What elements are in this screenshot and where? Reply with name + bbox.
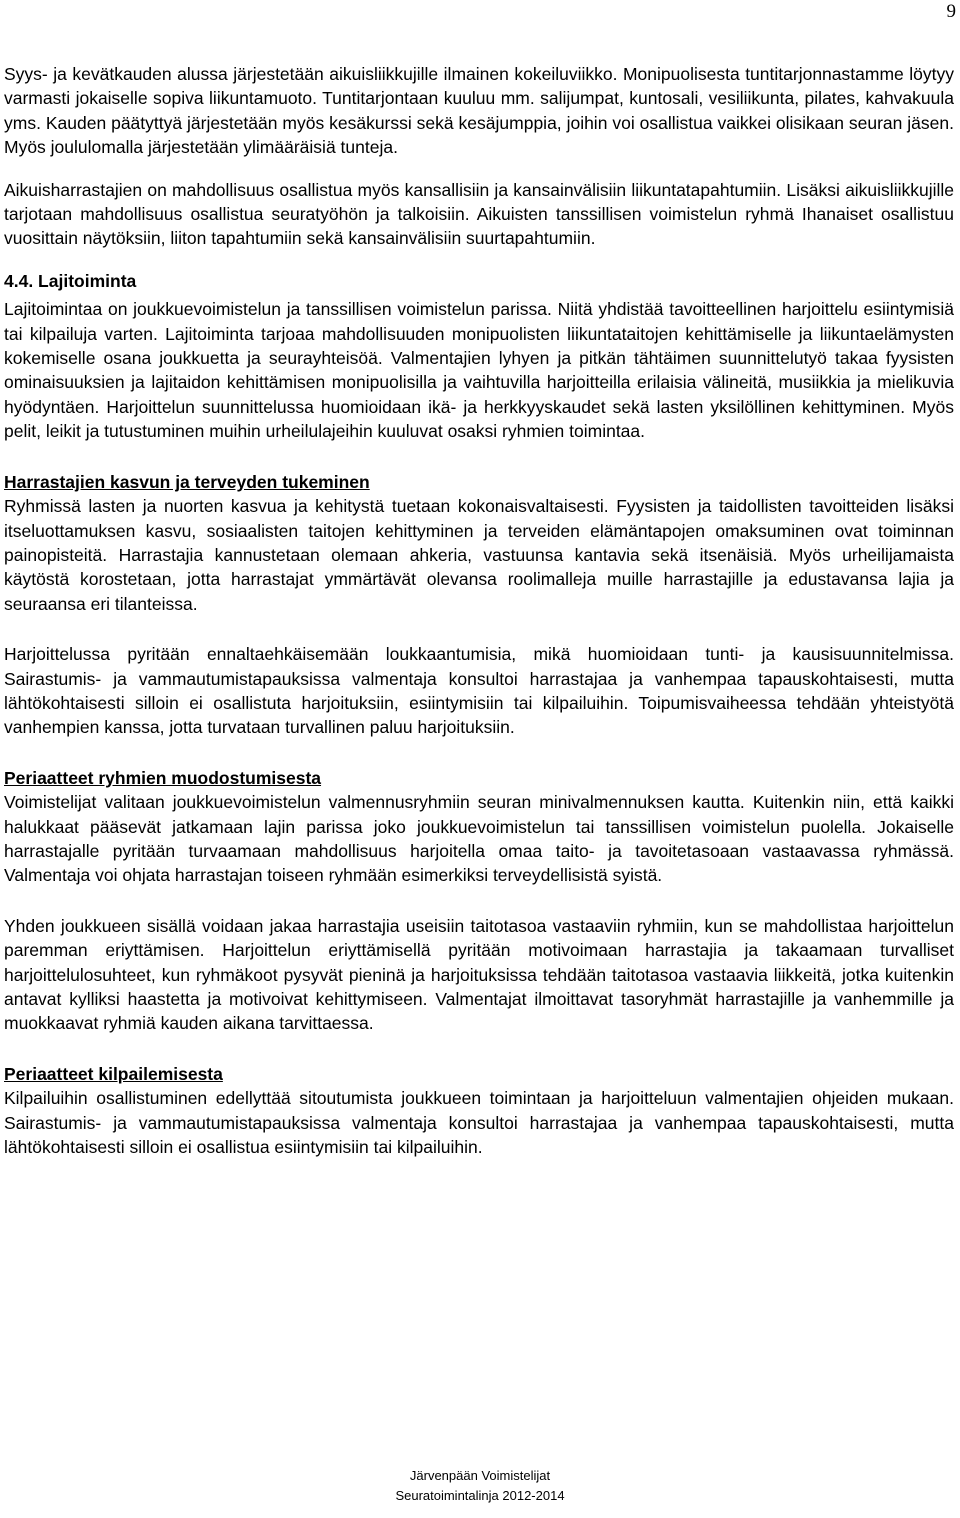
- paragraph-loukkaantumiset: Harjoittelussa pyritään ennaltaehkäisemään loukkaantumisia, mikä huomioidaan tunti- ja kausisuunnitelmissa. Sairastumis- ja vammautumistapauksissa valmentaja konsultoi harrastajaa ja vanhempaa tapauskohtaisesti, mutta lähtökohtaisesti silloin ei osallistuta harjoituksiin, esiintymisiin tai kilpailuihin. Toipumisvaiheessa tehdään yhteistyötä vanhempien kanssa, jotta turvataan turvallinen paluu harjoituksiin.: [4, 644, 954, 738]
- heading-ryhmien-muodostuminen: Periaatteet ryhmien muodostumisesta: [4, 767, 322, 788]
- footer-organization: Järvenpään Voimistelijat: [409, 1468, 551, 1483]
- paragraph-aikuisharrastajat: Aikuisharrastajien on mahdollisuus osallistua myös kansallisiin ja kansainvälisiin liikuntatapahtumiin. Lisäksi aikuisliikkujille tarjotaan mahdollisuus osallistua seuratyöhön ja talkoisiin. Aikuisten tanssillisen voimistelun ryhmä Ihanaiset osallistuu vuosittain näytöksiin, liiton tapahtumiin sekä kansainvälisiin suurtapahtumiin.: [4, 179, 954, 249]
- paragraph-eriyttaminen: Yhden joukkueen sisällä voidaan jakaa harrastajia useisiin taitotasoa vastaaviin ryhmiin, kun se mahdollistaa harjoittelun paremman eriyttämisen. Harjoittelun eriyttämisellä pyritään motivoimaan harrastajia ja takaamaan turvalliset harjoittelulosuhteet, kun ryhmäkoot pysyvät pieninä ja harjoituksissa tehdään taitotasoa vastaavia liikkeitä, jotka kuitenkin antavat kylliksi haastetta ja motivoivat kehittymiseen. Valmentajat ilmoittavat tasoryhmät harrastajille ja vanhemmille ja muokkaavat ryhmiä kauden aikana tarvittaessa.: [4, 915, 954, 1034]
- paragraph-kokeiluviikko: Syys- ja kevätkauden alussa järjestetään aikuisliikkujille ilmainen kokeiluviikko. Monipuolisesta tuntitarjonnastamme löytyy varmasti jokaiselle sopiva liikuntamuoto. Tuntitarjontaan kuuluu mm. salijumpat, kuntosali, vesiliikunta, pilates, kahvakuula yms. Kauden päätyttyä järjestetään myös kesäkurssi sekä kesäjumppia, joihin voi osallistua vaikkei olisikaan seuran jäsen. Myös joululomalla järjestetään ylimääräisiä tunteja.: [4, 64, 954, 158]
- page-number: 9: [946, 1, 956, 22]
- page-footer: [0, 1466, 960, 1506]
- heading-kasvu-terveys: Harrastajien kasvun ja terveyden tukeminen: [4, 471, 370, 492]
- document-body: [4, 62, 954, 1159]
- paragraph-kilpaileminen: Kilpailuihin osallistuminen edellyttää sitoutumista joukkueen toimintaan ja harjoitteluun valmentajien ohjeiden mukaan. Sairastumis- ja vammautumistapauksissa valmentaja konsultoi harrastajaa ja vanhempaa tapauskohtaisesti, mutta lähtökohtaisesti silloin ei osallistua esiintymisiin tai kilpailuihin.: [4, 1088, 954, 1158]
- heading-kilpaileminen: Periaatteet kilpailemisesta: [4, 1063, 223, 1084]
- paragraph-kasvu-terveys: Ryhmissä lasten ja nuorten kasvua ja kehitystä tuetaan kokonaisvaltaisesti. Fyysisten ja taidollisten tavoitteiden lisäksi itseluottamuksen kasvu, sosiaalisten taitojen kehittyminen ja terveiden elämäntapojen omaksuminen ovat toiminnan painopisteitä. Harrastajia kannustetaan olemaan ahkeria, vastuunsa kantavia sekä itsenäisiä. Myös urheilijamaista käytöstä korostetaan, jotta harrastajat ymmärtävät olevansa roolimalleja muille harrastajille ja edustavansa lajia ja seuraansa eri tilanteissa.: [4, 496, 954, 614]
- heading-lajitoiminta: 4.4. Lajitoiminta: [4, 270, 137, 291]
- paragraph-lajitoiminta: Lajitoimintaa on joukkuevoimistelun ja tanssillisen voimistelun parissa. Niitä yhdistää tavoitteellinen harjoittelu esiintymisiä tai kilpailuja varten. Lajitoiminta tarjoaa mahdollisuuden monipuolisten liikuntataitojen kehittämiselle ja liikuntaelämysten kokemiselle osana joukkuetta ja seurayhteisöä. Valmentajien lyhyen ja pitkän tähtäimen suunnittelutyö takaa fyysisten ominaisuuksien ja lajitaidon kehittämisen monipuolisilla ja vaihtuvilla harjoitteilla erilaisia välineitä, musiikkia ja mielikuvia hyödyntäen. Harjoittelun suunnittelussa huomioidaan ikä- ja herkkyyskaudet sekä lasten yksilöllinen kehittyminen. Myös pelit, leikit ja tutustuminen muihin urheilulajeihin kuuluvat osaksi ryhmien toimintaa.: [4, 299, 954, 442]
- footer-document-title: Seuratoimintalinja 2012-2014: [395, 1488, 565, 1503]
- paragraph-ryhmien-muodostuminen: Voimistelijat valitaan joukkuevoimistelun valmennusryhmiin seuran minivalmennuksen kautta. Kuitenkin niin, että kaikki halukkaat pääsevät jatkamaan lajin parissa joko joukkuevoimistelun tai tanssillisen voimistelun puolella. Jokaiselle harrastajalle pyritään turvaamaan mahdollisuus harjoitella omaa taito- ja tavoitetasoaan vastaavassa ryhmässä. Valmentaja voi ohjata harrastajan toiseen ryhmään esimerkiksi terveydellisistä syistä.: [4, 792, 954, 886]
